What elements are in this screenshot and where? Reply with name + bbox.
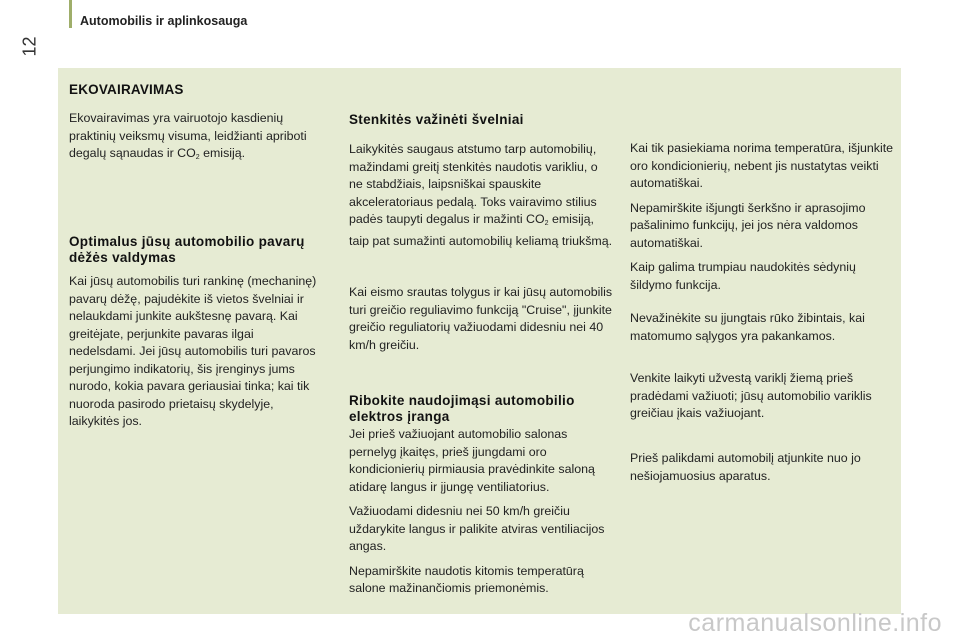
content-panel <box>58 68 901 614</box>
gearbox-heading: Optimalus jūsų automobilio pavarų dėžės valdymas <box>69 234 305 265</box>
fog-lights-text: Nevažinėkite su įjungtais rūko žibintais, kai matomumo sąlygos yra pakankamos. <box>630 311 865 343</box>
smooth-driving-heading: Stenkitės važinėti švelniai <box>349 112 524 127</box>
page-accent-bar <box>69 0 72 28</box>
portable-devices-text: Prieš palikdami automobilį atjunkite nuo jo nešiojamuosius aparatus. <box>630 451 861 483</box>
electric-heading: Ribokite naudojimąsi automobilio elektros įranga <box>349 393 575 424</box>
page-number: 12 <box>19 36 40 57</box>
eco-driving-heading: EKOVAIRAVIMAS <box>69 82 184 97</box>
engine-warmup-text: Venkite laikyti užvestą variklį žiemą prieš pradėdami važiuoti; jūsų automobilio variklis greičiau įkais važiuojant. <box>630 371 872 420</box>
gearbox-text: Kai jūsų automobilis turi rankinę (mechaninę) pavarų dėžę, pajudėkite iš vietos švelniai ir nelaukdami junkite aukštesnę pavarą. Kai greitėjate, perjunkite pavaras ilgai nedelsdami. Jei jūsų automobilis turi pavaros perjungimo indikatorių, šis įrenginys jums nurodo, kokia pavara geriausiai tinka; kai tik nuoroda pasirodo prietaisų skydelyje, laikykitės jos. <box>69 274 317 428</box>
cruise-text: Kai eismo srautas tolygus ir kai jūsų automobilis turi greičio reguliavimo funkciją "Cruise", įjunkite greičio reguliatorių važiuodami didesniu nei 40 km/h greičiu. <box>349 285 613 352</box>
watermark: carmanualsonline.info <box>688 609 942 637</box>
smooth-driving-text: Laikykitės saugaus atstumo tarp automobilių, mažindami greitį stenkitės naudotis varikliu, o ne stabdžiais, laipsniškai spauskite akceleratoriaus pedalą. Toks vairavimo stilius padės taupyti degalus ir mažinti $CO_2$ emisiją, taip pat sumažinti automobilių keliamą triukšmą. <box>349 142 613 248</box>
eco-intro: Ekovairavimas yra vairuotojo kasdienių praktinių veiksmų visuma, leidžianti apriboti degalų sąnaudas ir $CO_2$ emisiją. <box>69 111 307 161</box>
section-title: Automobilis ir aplinkosauga <box>80 14 248 28</box>
electric-text: Jei prieš važiuojant automobilio salonas pernelyg įkaitęs, prieš įjungdami oro kondicionierių pirmiausia pravėdinkite saloną atidarę langus ir įjungę ventiliatorius. Važiuodami didesniu nei 50 km/h greičiu uždarykite langus ir palikite atviras ventiliacijos angas. Nepamirškite naudotis kitomis temperatūrą salone mažinančiomis priemonėmis. <box>349 427 605 595</box>
climate-text-a: Kai tik pasiekiama norima temperatūra, išjunkite oro kondicionierių, nebent jis nustatytas veikti automatiškai. Nepamirškite išjungti šerkšno ir aprasojimo pašalinimo funkcijų, jei jos nėra valdomos automatiškai. Kaip galima trumpiau naudokitės sėdynių šildymo funkcija. <box>630 141 894 292</box>
